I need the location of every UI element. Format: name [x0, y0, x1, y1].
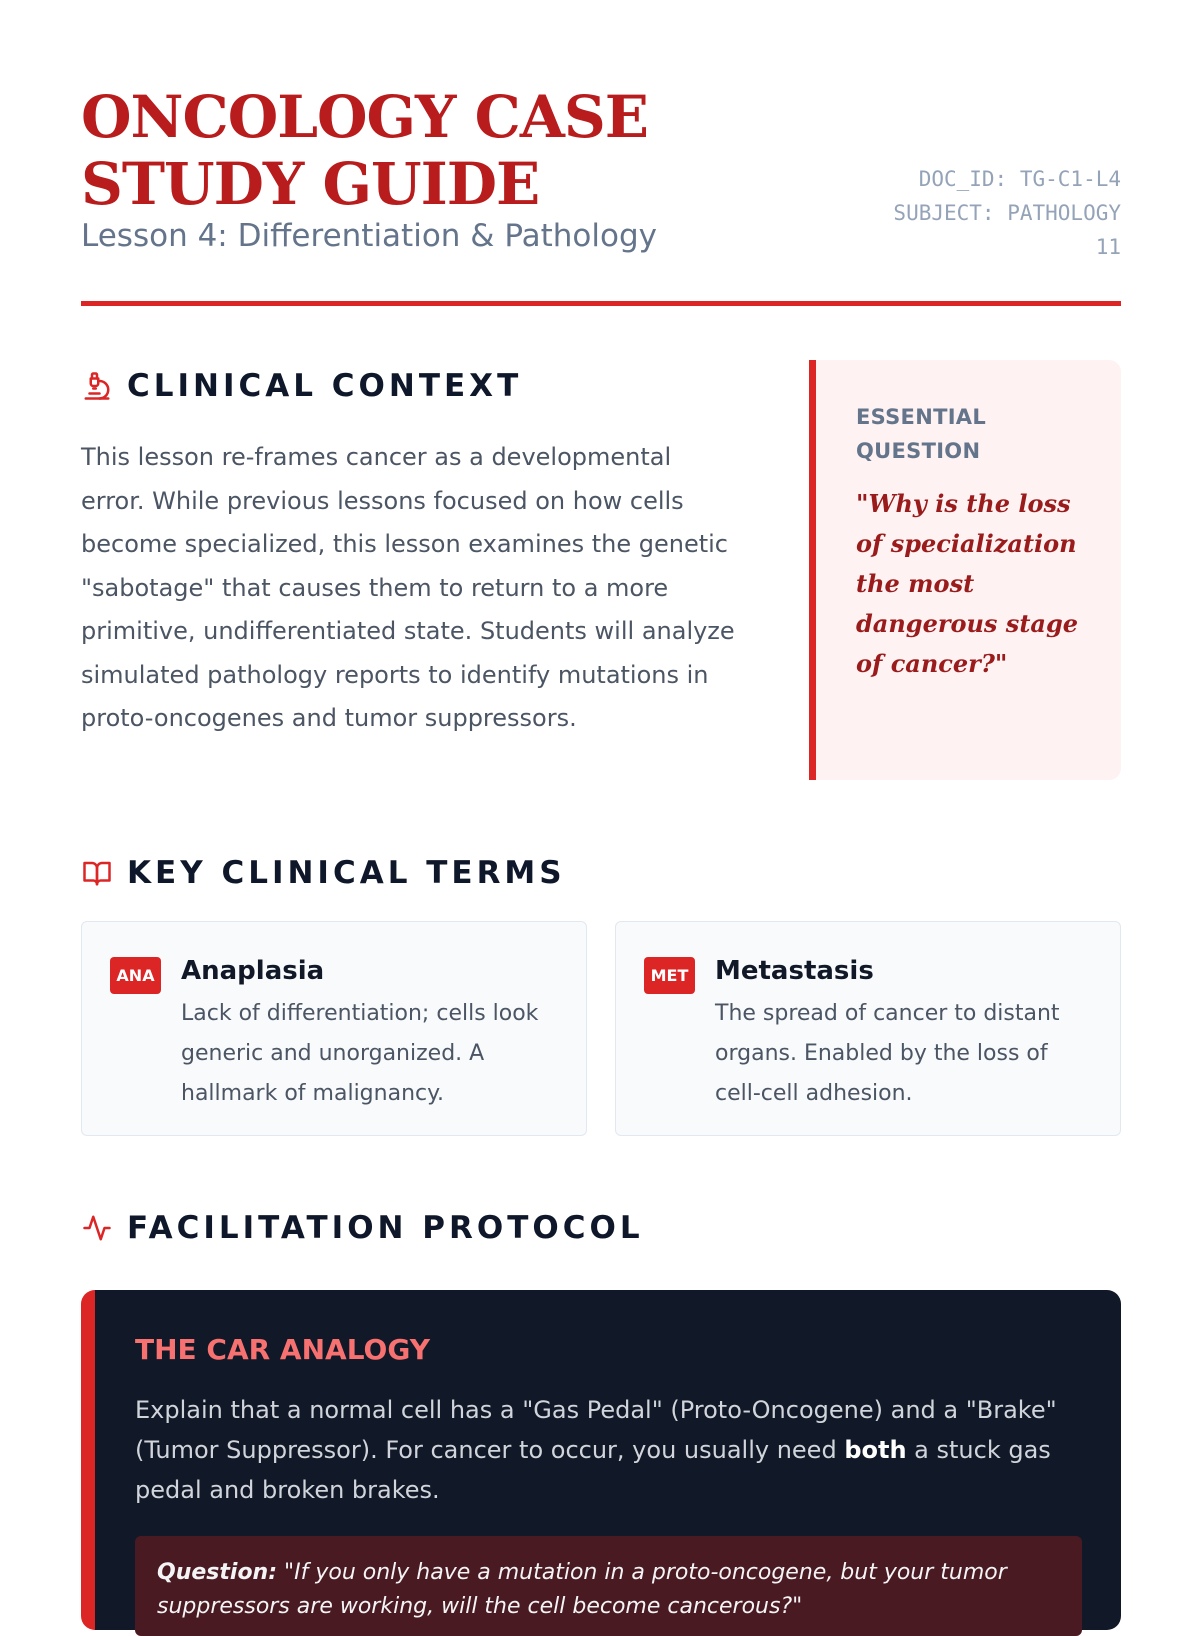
protocol-text-part: Explain that a normal cell has a "Gas Pedal" (Proto-Oncogene) and a "Brake" (Tumor Suppressor). For cancer to occur, you usually need [135, 1396, 1057, 1464]
document-meta [893, 162, 1121, 264]
document-header [81, 84, 1121, 306]
protocol-question-box [135, 1536, 1082, 1636]
book-open-icon [81, 857, 113, 889]
document-page [81, 0, 1121, 1619]
protocol-panel [81, 1290, 1121, 1630]
term-name: Metastasis [715, 956, 874, 986]
term-badge: MET [644, 957, 695, 994]
section-title: KEY CLINICAL TERMS [127, 855, 566, 891]
doc-subject: SUBJECT: PATHOLOGY [893, 201, 1121, 225]
term-name: Anaplasia [181, 956, 325, 986]
protocol-text [135, 1390, 1085, 1510]
essential-question-text: "Why is the loss of specialization the most dangerous stage of cancer?" [856, 489, 1078, 678]
protocol-text-part: a stuck gas pedal and broken brakes. [135, 1436, 1051, 1504]
term-card-anaplasia [81, 921, 587, 1136]
context-paragraph: This lesson re-frames cancer as a developmental error. While previous lessons focused on how cells become specialized, this lesson examines the genetic "sabotage" that causes them to return to a more primitive, undifferentiated state. Students will analyze simulated pathology reports to identify mutations in proto-oncogenes and tumor suppressors. [81, 443, 735, 732]
essential-question-callout [809, 360, 1121, 780]
activity-pulse-icon [81, 1212, 113, 1244]
term-definition: Lack of differentiation; cells look generic and unorganized. A hallmark of malignancy. [181, 1001, 539, 1106]
protocol-text-emphasis: both [844, 1436, 907, 1464]
section-title: FACILITATION PROTOCOL [127, 1210, 644, 1246]
section-title: CLINICAL CONTEXT [127, 368, 523, 404]
term-badge: ANA [110, 957, 161, 994]
page-title: ONCOLOGY CASE STUDY GUIDE [81, 83, 648, 218]
protocol-question-label: Question: [157, 1560, 278, 1585]
protocol-title: THE CAR ANALOGY [135, 1333, 430, 1366]
protocol-question-text: "If you only have a mutation in a proto-oncogene, but your tumor suppressors are working, will the cell become cancerous?" [157, 1560, 1007, 1619]
microscope-icon [81, 370, 113, 402]
page-number: 11 [1095, 235, 1121, 259]
term-card-metastasis [615, 921, 1121, 1136]
header-divider [81, 301, 1121, 306]
section-heading-key-terms [81, 853, 566, 893]
page-subtitle: Lesson 4: Differentiation & Pathology [81, 218, 657, 254]
essential-question-label: ESSENTIAL QUESTION [856, 405, 987, 463]
term-definition: The spread of cancer to distant organs. Enabled by the loss of cell-cell adhesion. [715, 1001, 1060, 1106]
section-heading-clinical-context [81, 366, 522, 406]
doc-id: DOC_ID: TG-C1-L4 [918, 167, 1121, 191]
section-heading-facilitation-protocol [81, 1208, 644, 1248]
